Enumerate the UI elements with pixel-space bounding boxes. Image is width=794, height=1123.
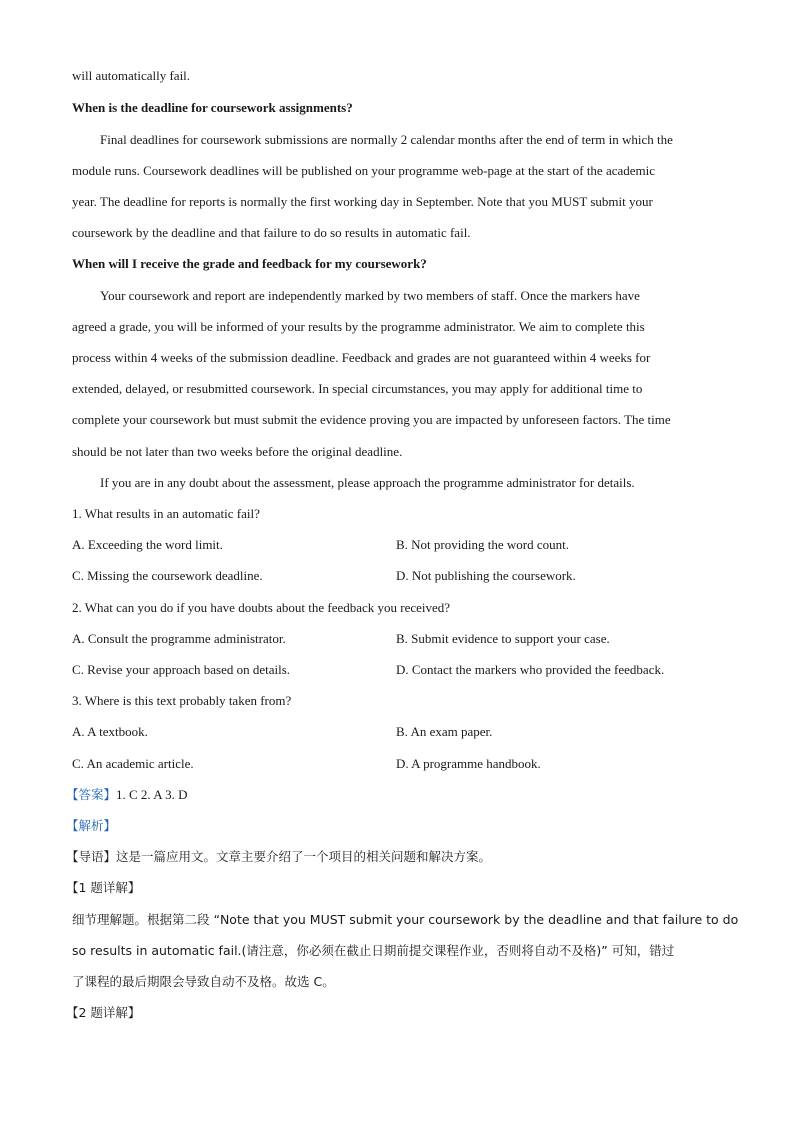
option-a: A. Consult the programme administrator. (72, 631, 286, 646)
intro-tail: will automatically fail. (72, 68, 191, 83)
heading-feedback: When will I receive the grade and feedback for my coursework? (72, 256, 427, 271)
heading-deadline: When is the deadline for coursework assignments? (72, 100, 353, 115)
option-a: A. A textbook. (72, 724, 148, 739)
paragraph-line: complete your coursework but must submit the evidence proving you are impacted by unforeseen factors. The time (72, 412, 671, 427)
option-c: C. Revise your approach based on details. (72, 662, 291, 677)
option-c: C. Missing the coursework deadline. (72, 568, 263, 583)
option-b: B. Not providing the word count. (396, 537, 569, 552)
guide-text: 这是一篇应用文。文章主要介绍了一个项目的相关问题和解决方案。 (116, 849, 492, 864)
analysis-label: 【解析】 (66, 818, 117, 833)
option-d: D. Not publishing the coursework. (396, 568, 576, 583)
paragraph-line: Final deadlines for coursework submissions are normally 2 calendar months after the end of term in which the (100, 132, 673, 147)
answer-label: 【答案】 (66, 787, 117, 802)
paragraph-line: module runs. Coursework deadlines will be published on your programme web-page at the start of the academic (72, 163, 656, 178)
q1-detail-line: 了课程的最后期限会导致自动不及格。故选 C。 (72, 974, 335, 989)
paragraph-line: process within 4 weeks of the submission deadline. Feedback and grades are not guaranteed within 4 weeks for (72, 350, 651, 365)
q1-detail-line: so results in automatic fail.(请注意，你必须在截止日期前提交课程作业，否则将自动不及格)” 可知，错过 (72, 943, 675, 958)
guide-line (66, 849, 491, 865)
option-a: A. Exceeding the word limit. (72, 537, 223, 552)
option-b: B. Submit evidence to support your case. (396, 631, 610, 646)
question-stem: 1. What results in an automatic fail? (72, 506, 260, 521)
option-d: D. A programme handbook. (396, 756, 541, 771)
option-b: B. An exam paper. (396, 724, 493, 739)
guide-label: 【导语】 (66, 849, 117, 864)
paragraph-line: coursework by the deadline and that failure to do so results in automatic fail. (72, 225, 471, 240)
paragraph-line: year. The deadline for reports is normally the first working day in September. Note that you MUST submit your (72, 194, 653, 209)
answer-text: 1. C 2. A 3. D (116, 787, 188, 802)
question-stem: 3. Where is this text probably taken from? (72, 693, 292, 708)
question-stem: 2. What can you do if you have doubts about the feedback you received? (72, 600, 451, 615)
option-d: D. Contact the markers who provided the feedback. (396, 662, 665, 677)
answer-line (66, 787, 188, 803)
q1-detail-line: 细节理解题。根据第二段 “Note that you MUST submit your coursework by the deadline and that failure to do (72, 912, 739, 927)
paragraph-line: agreed a grade, you will be informed of your results by the programme administrator. We aim to complete this (72, 319, 645, 334)
paragraph-line: extended, delayed, or resubmitted coursework. In special circumstances, you may apply for additional time to (72, 381, 643, 396)
paragraph-line: Your coursework and report are independently marked by two members of staff. Once the markers have (100, 288, 640, 303)
option-c: C. An academic article. (72, 756, 194, 771)
q1-detail-label: 【1 题详解】 (66, 880, 141, 895)
paragraph-line: should be not later than two weeks before the original deadline. (72, 444, 403, 459)
paragraph-doubt: If you are in any doubt about the assessment, please approach the programme administrator for details. (100, 475, 635, 490)
q2-detail-label: 【2 题详解】 (66, 1005, 141, 1020)
